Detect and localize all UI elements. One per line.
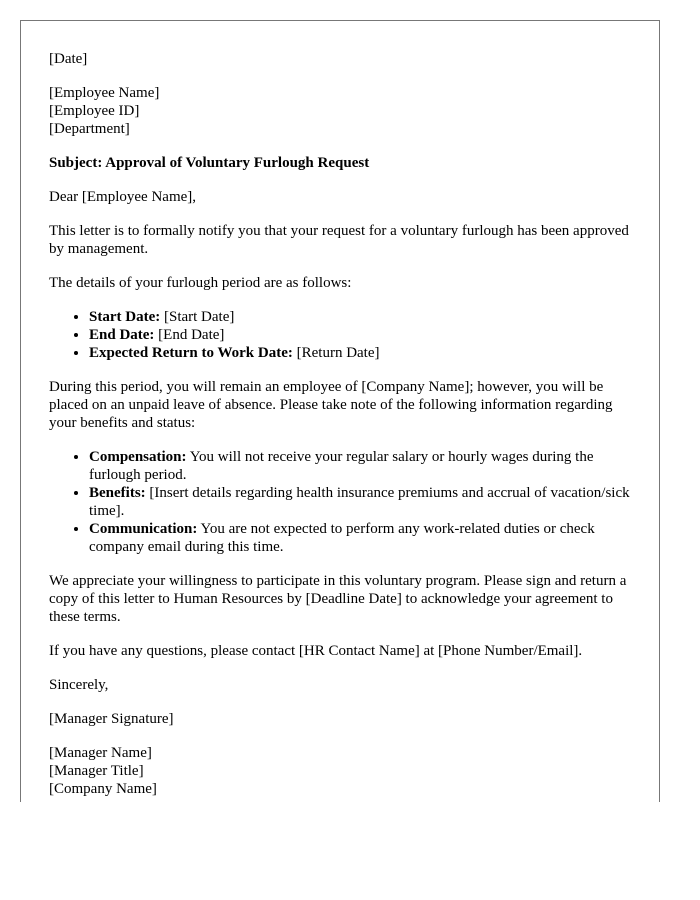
info-label: Communication: [89,521,198,537]
department: [Department] [49,121,130,137]
info-list [49,448,631,556]
info-item-communication [89,520,631,556]
during-period-paragraph: During this period, you will remain an employee of [Company Name]; however, you will be placed on an unpaid leave of absence. Please take note of the following information regarding your benefits and status: [49,379,613,431]
sender-block [49,744,631,798]
detail-item-start-date [89,308,631,326]
appreciation-paragraph: We appreciate your willingness to participate in this voluntary program. Please sign and return a copy of this letter to Human Resources by [Deadline Date] to acknowledge your agreement to these terms. [49,573,627,625]
employee-id: [Employee ID] [49,103,140,119]
manager-title: [Manager Title] [49,763,144,779]
closing: Sincerely, [49,677,109,693]
info-label: Compensation: [89,449,187,465]
info-value: You are not expected to perform any work-related duties or check company email during this time. [89,521,595,555]
greeting: Dear [Employee Name], [49,189,197,205]
info-value: [Insert details regarding health insurance premiums and accrual of vacation/sick time]. [89,485,630,519]
questions-paragraph: If you have any questions, please contact [HR Contact Name] at [Phone Number/Email]. [49,643,583,659]
detail-item-end-date [89,326,631,344]
letter-page [20,20,660,802]
detail-value: [End Date] [154,327,225,343]
detail-value: [Return Date] [292,345,380,361]
intro-paragraph: This letter is to formally notify you that your request for a voluntary furlough has been approved by management. [49,223,629,257]
detail-label: End Date: [89,327,155,343]
details-list [49,308,631,362]
detail-value: [Start Date] [160,309,235,325]
manager-name: [Manager Name] [49,745,152,761]
employee-name: [Employee Name] [49,85,160,101]
info-value: You will not receive your regular salary or hourly wages during the furlough period. [89,449,594,483]
info-item-compensation [89,448,631,484]
detail-label: Start Date: [89,309,161,325]
detail-label: Expected Return to Work Date: [89,345,293,361]
info-label: Benefits: [89,485,146,501]
signature-line: [Manager Signature] [49,711,174,727]
info-item-benefits [89,484,631,520]
date-line: [Date] [49,51,88,67]
recipient-block [49,84,631,138]
subject-line: Subject: Approval of Voluntary Furlough Request [49,155,370,171]
company-name: [Company Name] [49,781,157,797]
details-intro: The details of your furlough period are as follows: [49,275,352,291]
detail-item-return-date [89,344,631,362]
